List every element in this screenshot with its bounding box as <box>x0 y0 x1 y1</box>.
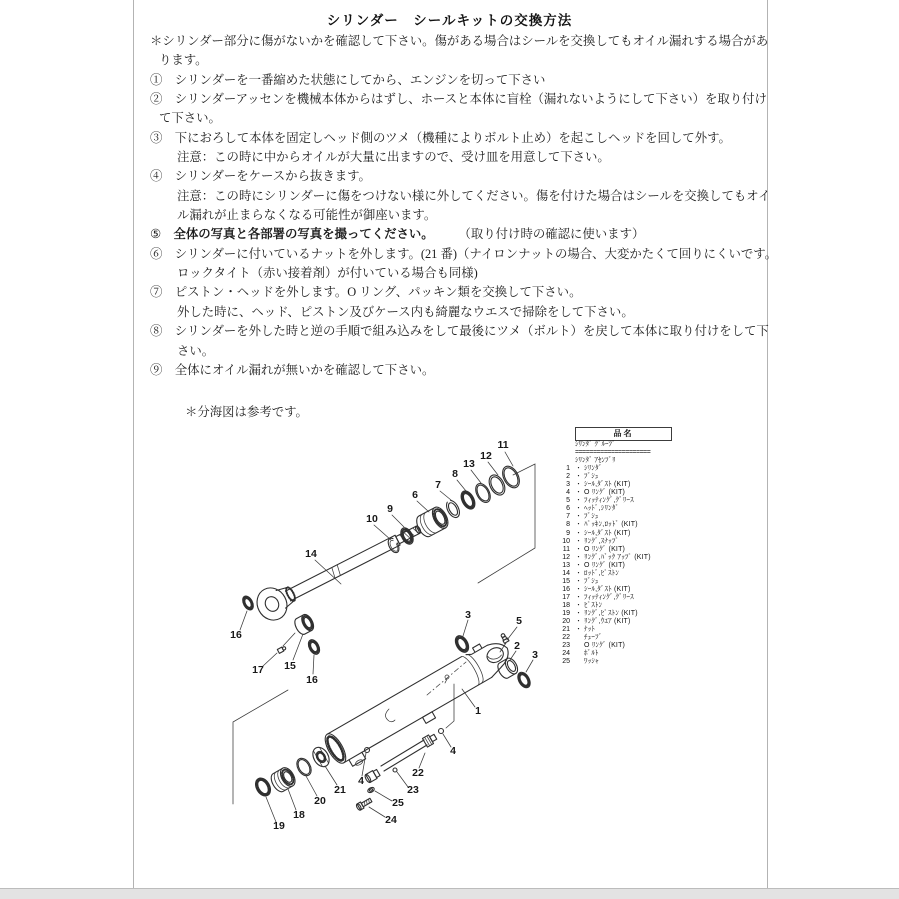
callout-2: 2 <box>514 640 520 652</box>
part-name: ﾌｨｯﾃｨﾝｸﾞ,ｸﾞﾘｰｽ <box>584 497 634 505</box>
part-name: O ﾘﾝｸﾞ (KIT) <box>584 642 626 650</box>
bracket-left <box>233 690 288 804</box>
part-name: ﾍｯﾄﾞ,ｼﾘﾝﾀﾞ <box>584 505 620 513</box>
wear-ring-20 <box>294 756 314 778</box>
callout-7: 7 <box>435 479 441 491</box>
page-title: シリンダー シールキットの交換方法 <box>326 13 573 28</box>
part-name: O ﾘﾝｸﾞ (KIT) <box>584 545 626 553</box>
part-number: 6 <box>566 505 570 513</box>
line-marker-text: ① シリンダーを一番縮めた状態にしてから、エンジンを切って下さい <box>150 72 546 87</box>
part-name: ﾊﾟｯｷﾝ,ﾛｯﾄﾞ (KIT) <box>584 521 638 529</box>
grease-fitting-on-tube <box>427 662 466 695</box>
line-marker-text: ロックタイト（赤い接着剤）が付いている場合も同様) <box>177 266 478 281</box>
part-bullet: ・ <box>575 577 582 585</box>
part-name: ﾘﾝｸﾞ,ﾋﾟｽﾄﾝ (KIT) <box>584 609 638 617</box>
callout-16-left: 16 <box>230 629 242 641</box>
callout-13: 13 <box>463 458 475 470</box>
callout-4-right: 4 <box>450 745 456 757</box>
parts-divider: ===================== <box>575 449 651 457</box>
part-bullet: ・ <box>575 465 582 473</box>
part-name: ﾌﾞｼｭ <box>584 513 599 521</box>
o-ring-13 <box>473 481 494 505</box>
part-name: ｼｰﾙ,ﾀﾞｽﾄ (KIT) <box>584 585 631 593</box>
part-number: 22 <box>562 634 570 642</box>
part-name: ﾅｯﾄ <box>584 626 596 634</box>
callout-5: 5 <box>516 615 522 627</box>
callout-12: 12 <box>480 450 492 462</box>
line-rest-text: （取り付け時の確認に使います） <box>427 227 645 242</box>
part-bullet: ・ <box>575 545 582 553</box>
part-number: 12 <box>562 553 570 561</box>
callout-21: 21 <box>334 784 346 796</box>
part-name: ｼｰﾙ,ﾀﾞｽﾄ (KIT) <box>584 529 631 537</box>
callout-25: 25 <box>392 797 404 809</box>
line-marker-text: ります。 <box>159 53 208 68</box>
part-number: 16 <box>562 585 570 593</box>
line-marker-text: 外した時に、ヘッド、ピストン及びケース内も綺麗なウエスで掃除をして下さい。 <box>177 304 634 319</box>
part-name: O ﾘﾝｸﾞ (KIT) <box>584 561 626 569</box>
part-name: ｼｰﾙ,ﾀﾞｽﾄ (KIT) <box>584 481 631 489</box>
part-bullet: ・ <box>575 626 582 634</box>
reference-note: ＊分海図は参考です。 <box>185 405 308 419</box>
callout-8: 8 <box>452 468 458 480</box>
part-name: ﾘﾝｸﾞ,ｽﾅｯﾌﾟ <box>584 537 620 545</box>
cylinder-tube-1 <box>320 633 521 775</box>
part-number: 23 <box>562 642 570 650</box>
callout-11: 11 <box>497 439 509 451</box>
part-bullet: ・ <box>575 561 582 569</box>
part-bullet: ・ <box>575 489 582 497</box>
line-marker-text: ③ 下におろして本体を固定しヘッド側のツメ（機種によりボルト止め）を起こしヘッドを回して外す。 <box>150 130 731 145</box>
bush-15 <box>292 613 316 637</box>
rod-packing-8 <box>458 489 477 512</box>
part-bullet: ・ <box>575 585 582 593</box>
callout-22: 22 <box>412 767 424 779</box>
part-bullet: ・ <box>575 569 582 577</box>
part-name: ﾋﾟｽﾄﾝ <box>584 601 603 609</box>
part-number: 13 <box>562 561 570 569</box>
part-number: 24 <box>562 650 570 658</box>
callout-20: 20 <box>314 795 326 807</box>
pipe-hook <box>386 709 396 722</box>
part-bullet: ・ <box>575 473 582 481</box>
line-marker-text: ⑦ ピストン・ヘッドを外します。O リング、パッキン類を交換して下さい。 <box>150 285 582 300</box>
tube-22 <box>381 732 438 771</box>
part-number: 15 <box>562 577 570 585</box>
part-number: 11 <box>562 545 570 553</box>
part-name: ﾌｨｯﾃｨﾝｸﾞ,ｸﾞﾘｰｽ <box>584 593 634 601</box>
washer-25 <box>367 786 375 793</box>
dust-seal-3-left <box>453 633 472 654</box>
rod-eye <box>251 578 300 646</box>
callout-3-right: 3 <box>532 649 538 661</box>
piston-18 <box>268 765 298 794</box>
part-number: 8 <box>566 521 570 529</box>
callout-9: 9 <box>387 503 393 515</box>
part-bullet: ・ <box>575 505 582 513</box>
part-name: ﾁｭｰﾌﾞ <box>584 634 603 642</box>
bush-2 <box>495 656 520 680</box>
line-marker-text: ＊シリンダー部分に傷がないかを確認して下さい。傷がある場合はシールを交換してもオイル漏れする場合があ <box>150 34 769 48</box>
part-number: 14 <box>562 569 570 577</box>
part-number: 1 <box>566 465 570 473</box>
part-number: 4 <box>566 489 570 497</box>
part-bullet: ・ <box>575 521 582 529</box>
parts-assembly-row: ｼﾘﾝﾀﾞ ｱｾﾝﾌﾞﾘ <box>575 457 616 465</box>
dust-seal-16-right <box>306 638 322 656</box>
part-name: ﾎﾞﾙﾄ <box>584 650 599 658</box>
dust-seal-16-left <box>241 594 256 611</box>
line-marker-text: ル漏れが止まらなくなる可能性が御座います。 <box>177 208 437 223</box>
callout-18: 18 <box>293 809 305 821</box>
callout-24: 24 <box>385 814 397 826</box>
part-number: 9 <box>566 529 570 537</box>
line-marker-text: 注意：この時にシリンダーに傷をつけない様に外してください。傷を付けた場合はシールを交換してもオイ <box>177 188 771 203</box>
line-marker-text: ④ シリンダーをケースから抜きます。 <box>150 169 371 184</box>
callout-4-left: 4 <box>358 775 364 787</box>
part-bullet: ・ <box>575 593 582 601</box>
part-name: ﾘﾝｸﾞ,ﾊﾞｯｸ ｱｯﾌﾟ (KIT) <box>584 553 651 561</box>
callout-17: 17 <box>252 664 264 676</box>
piston-ring-19 <box>252 775 273 798</box>
callout-6: 6 <box>412 489 418 501</box>
part-name: ﾛｯﾄﾞ,ﾋﾟｽﾄﾝ <box>584 569 620 577</box>
part-name: ﾌﾞｼｭ <box>584 473 599 481</box>
part-bullet: ・ <box>575 609 582 617</box>
part-number: 17 <box>562 593 570 601</box>
callout-19: 19 <box>273 820 285 832</box>
parts-table-header: 品名 <box>575 427 672 441</box>
part-number: 19 <box>562 609 570 617</box>
o-ring-23 <box>393 768 397 772</box>
part-bullet: ・ <box>575 601 582 609</box>
part-bullet: ・ <box>575 537 582 545</box>
part-number: 10 <box>562 537 570 545</box>
line-marker-text: さい。 <box>177 343 215 358</box>
part-bullet: ・ <box>575 529 582 537</box>
part-bullet: ・ <box>575 481 582 489</box>
line-marker-text: ⑤ <box>150 227 174 242</box>
callout-1: 1 <box>475 705 481 717</box>
callout-16-right: 16 <box>306 674 318 686</box>
line-bold-text: 全体の写真と各部署の写真を撮ってください。 <box>173 227 428 242</box>
part-name: ﾘﾝｸﾞ,ｳｴｱ (KIT) <box>584 618 631 626</box>
part-number: 18 <box>562 601 570 609</box>
callout-3-left: 3 <box>465 609 471 621</box>
part-number: 21 <box>562 626 570 634</box>
line-marker-text: て下さい。 <box>159 111 221 126</box>
part-name: ｼﾘﾝﾀﾞ <box>584 465 603 473</box>
callout-10: 10 <box>366 513 378 525</box>
part-number: 2 <box>566 473 570 481</box>
part-number: 7 <box>566 513 570 521</box>
dust-seal-3-right <box>515 670 532 690</box>
part-bullet: ・ <box>575 618 582 626</box>
part-name: ﾌﾞｼｭ <box>584 577 599 585</box>
elbow-fitting <box>364 769 381 784</box>
line-marker-text: ⑥ シリンダーに付いているナットを外します。(21 番)（ナイロンナットの場合、大変かたくて回りにくいです。 <box>150 246 778 261</box>
line-marker-text: ⑨ 全体にオイル漏れが無いかを確認して下さい。 <box>150 362 435 377</box>
part-number: 25 <box>562 658 570 666</box>
o-ring-4-right <box>439 729 444 734</box>
part-number: 3 <box>566 481 570 489</box>
part-bullet: ・ <box>575 513 582 521</box>
part-number: 20 <box>562 618 570 626</box>
part-name: O ﾘﾝｸﾞ (KIT) <box>584 489 626 497</box>
callout-14: 14 <box>305 548 317 560</box>
callout-15: 15 <box>284 660 296 672</box>
part-bullet: ・ <box>575 553 582 561</box>
line-marker-text: ⑧ シリンダーを外した時と逆の手順で組み込みをして最後にツメ（ボルト）を戻して本体に取り付けをして下 <box>150 324 769 339</box>
part-number: 5 <box>566 497 570 505</box>
part-name: ﾜｯｼｬ <box>584 658 599 666</box>
part-bullet: ・ <box>575 497 582 505</box>
line-marker-text: ② シリンダーアッセンを機械本体からはずし、ホースと本体に盲栓（漏れないようにして下さい）を取り付け <box>150 92 767 107</box>
bolt-24 <box>355 797 372 811</box>
grease-fitting-17 <box>277 646 286 654</box>
port-construction-line <box>446 684 454 728</box>
parts-group-row: ｼﾘﾝﾀﾞ ｸﾞﾙｰﾌﾟ <box>575 441 616 448</box>
callout-23: 23 <box>407 784 419 796</box>
line-marker-text: 注意：この時に中からオイルが大量に出ますので、受け皿を用意して下さい。 <box>177 150 610 165</box>
